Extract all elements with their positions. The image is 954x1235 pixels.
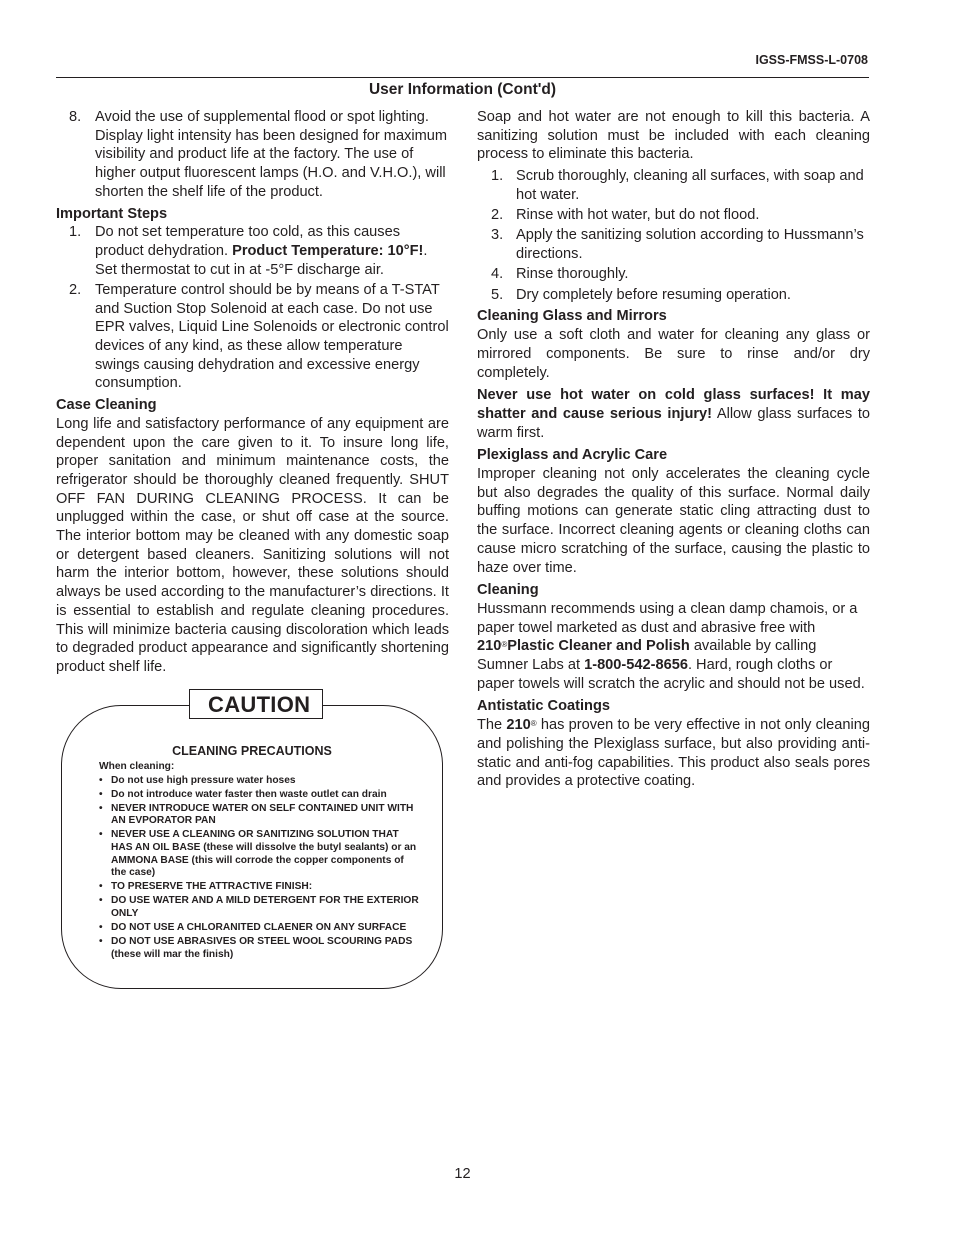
list-item (477, 206, 870, 225)
precautions-items (99, 775, 419, 962)
precaution-text: DO USE WATER AND A MILD DETERGENT FOR THE EXTERIOR ONLY (111, 895, 419, 920)
item-number: 1. (491, 168, 504, 185)
antistatic-text (477, 716, 870, 791)
bullet: • (99, 936, 103, 948)
warning-bold: Never use hot water on cold glass surfaces! It may shatter and cause serious injury! (477, 387, 870, 422)
item-number: 2. (491, 207, 504, 224)
list-item (56, 223, 449, 279)
bullet: • (99, 788, 103, 800)
page-number: 12 (454, 1166, 471, 1182)
product-210: 210 (506, 717, 531, 734)
precautions-intro: When cleaning: (99, 761, 175, 772)
left-column (56, 108, 449, 677)
case-cleaning-text: Long life and satisfactory performance of any equipment are dependent upon the care given to it. To insure long life, proper sanitation and minimum maintenance costs, the refrigerator should be thoroughly cleaned frequently. SHUT OFF FAN DURING CLEANING PROCESS. It can be unplugged within the case, or shut off case at the source. The interior bottom may be cleaned with any domestic soap or detergent based cleaners. Sanitizing solutions will not harm the interior bottom, however, these solutions should always be used according to the manufacturer’s directions. It is essential to establish and regulate cleaning procedures. This will minimize bacteria causing discoloration which leads to degraded product appearance and significantly shortening product shelf life. (56, 415, 449, 675)
item-text: . Set thermostat to cut in at -5°F discharge air. (95, 242, 428, 278)
precaution-text: Do not use high pressure water hoses (111, 774, 296, 786)
precaution-text: NEVER USE A CLEANING OR SANITIZING SOLUTION THAT HAS AN OIL BASE (these will dissolve the butyl sealants) or an AMMONA BASE (this will corrode the copper components of the case) (111, 829, 417, 879)
sanitizing-intro: Soap and hot water are not enough to kill this bacteria. A sanitizing solution must be included with each cleaning process to eliminate this bacteria. (477, 109, 870, 163)
cleaning-text (477, 600, 870, 694)
bullet: • (99, 802, 103, 814)
cleaning-text-b: available by calling Sumner Labs at (477, 638, 817, 674)
list-item (477, 265, 870, 284)
item-text: Rinse thoroughly. (516, 266, 629, 283)
precaution-text: NEVER INTRODUCE WATER ON SELF CONTAINED UNIT WITH AN EVPORATOR PAN (111, 802, 414, 827)
item-number: 2. (69, 281, 82, 298)
glass-text: Only use a soft cloth and water for cleaning any glass or mirrored components. Be sure to rinse and/or dry completely. (477, 327, 870, 381)
antistatic-text-a: The (477, 717, 507, 734)
bullet: • (99, 922, 103, 934)
product-name: Plastic Cleaner and Polish (507, 638, 690, 655)
caution-label: CAUTION (208, 692, 311, 717)
product-temperature: Product Temperature: 10°F! (232, 242, 424, 259)
precaution-item (99, 936, 419, 961)
list-item (477, 167, 870, 204)
section-title: User Information (Cont'd) (368, 81, 557, 98)
item-number: 5. (491, 286, 504, 303)
item-number: 3. (491, 227, 504, 244)
item-number: 8. (69, 109, 82, 125)
precaution-text: TO PRESERVE THE ATTRACTIVE FINISH: (111, 881, 313, 893)
header-rule (56, 77, 869, 78)
precaution-text: DO NOT USE A CHLORANITED CLAENER ON ANY SURFACE (111, 922, 407, 934)
precaution-text: DO NOT USE ABRASIVES OR STEEL WOOL SCOURING PADS (these will mar the finish) (111, 936, 413, 960)
glass-heading: Cleaning Glass and Mirrors (477, 308, 667, 325)
important-steps-heading: Important Steps (56, 205, 168, 222)
antistatic-text-b: has proven to be very effective in not only cleaning and polishing the Plexiglass surface, but also providing anti-static and anti-fog capabilities. This product also seals pores and provides a protective coating. (477, 717, 870, 790)
doc-id: IGSS-FMSS-L-0708 (755, 53, 868, 67)
item-number: 4. (491, 266, 504, 283)
precautions-title: CLEANING PRECAUTIONS (172, 744, 332, 758)
precaution-text: Do not introduce water faster then waste outlet can drain (111, 788, 387, 800)
item-text: Do not set temperature too cold, as this causes product dehydration. (95, 224, 401, 259)
lighting-list (56, 108, 449, 202)
item-text: Dry completely before resuming operation. (516, 286, 791, 303)
bullet: • (99, 895, 103, 907)
precaution-item (99, 789, 419, 802)
list-item (477, 286, 870, 305)
cleaning-text-a: Hussmann recommends using a clean damp chamois, or a paper towel marketed as dust and abrasive free with (477, 600, 858, 636)
antistatic-heading: Antistatic Coatings (477, 698, 610, 715)
bullet: • (99, 774, 103, 786)
item-text: Scrub thoroughly, cleaning all surfaces, with soap and hot water. (516, 168, 864, 203)
registered-mark: ® (530, 719, 537, 729)
glass-warning (477, 386, 870, 442)
item-text: Apply the sanitizing solution according to Hussmann’s directions. (516, 227, 864, 263)
warning-rest: Allow glass surfaces to warm first. (477, 405, 870, 441)
precaution-item (99, 881, 419, 894)
item-text: Avoid the use of supplemental flood or spot lighting. Display light intensity has been designed for maximum visibility and product life at the factory. The use of higher output fluorescent lamps (H.O. and V.H.O.), will shorten the shelf life of the product. (95, 109, 448, 200)
bullet: • (99, 829, 103, 841)
precaution-item (99, 803, 419, 828)
registered-mark: ® (501, 640, 508, 650)
important-steps-list (56, 223, 449, 393)
list-item (56, 108, 449, 202)
precaution-item (99, 895, 419, 920)
cleaning-heading: Cleaning (477, 582, 539, 599)
plexiglass-text: Improper cleaning not only accelerates the cleaning cycle but also degrades the quality of this surface. Normal daily buffing motions can generate static cling attracting dust to the surface. Incorrect cleaning agents or cleaning cloths can cause micro scratching of the surface, causing the plastic to haze over time. (477, 466, 870, 576)
product-210: 210 (477, 638, 502, 655)
item-text: Temperature control should be by means of a T-STAT and Suction Stop Solenoid at each case. Do not use EPR valves, Liquid Line Solenoids or electronic control devices of any kind, as these allow temperature swings causing dehydration and excessive energy consumption. (95, 281, 449, 392)
precaution-item (99, 829, 419, 879)
item-text: Rinse with hot water, but do not flood. (516, 207, 760, 224)
bullet: • (99, 881, 103, 893)
precaution-item (99, 775, 419, 788)
plexiglass-heading: Plexiglass and Acrylic Care (477, 447, 668, 464)
sanitizing-steps (477, 167, 870, 304)
item-number: 1. (69, 224, 82, 241)
cleaning-text-c: . Hard, rough cloths or paper towels will scratch the acrylic and should not be used. (477, 657, 865, 692)
list-item (56, 281, 449, 393)
precautions-list (99, 761, 419, 963)
list-item (477, 226, 870, 263)
phone-number: 1-800-542-8656 (584, 657, 688, 674)
precaution-item (99, 922, 419, 935)
right-column (477, 108, 870, 791)
case-cleaning-heading: Case Cleaning (56, 397, 157, 414)
